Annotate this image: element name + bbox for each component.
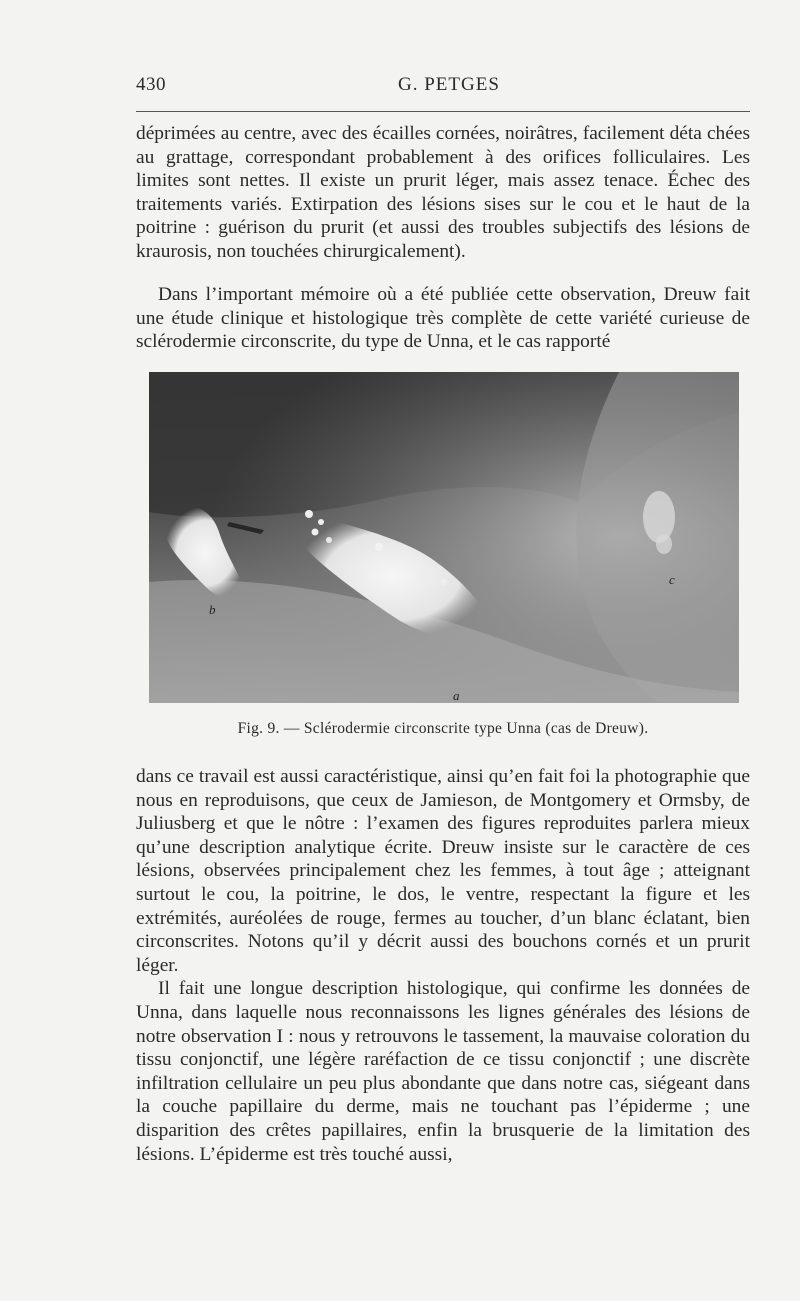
figure-label-b: b	[209, 602, 216, 617]
figure-caption: Fig. 9. — Sclérodermie circonscrite type Unna (cas de Dreuw).	[237, 720, 649, 737]
paragraph-dreuw-intro: Dans l’important mémoire où a été publiée cette observation, Dreuw fait une étude clinique et histologique très complète de cette variété curieuse de sclérodermie circonscrite, du type de Unna, et le cas rapporté	[136, 284, 750, 353]
text-block-bottom	[136, 765, 750, 1166]
running-head	[136, 74, 750, 102]
header-rule	[136, 111, 750, 112]
figure-label-c: c	[669, 572, 675, 587]
text-block-top	[136, 122, 750, 264]
paragraph-characteristics: dans ce travail est aussi caractéristique, ainsi qu’en fait foi la photographie que nous en reproduisons, que ceux de Jamieson, de Montgomery et Ormsby, de Juliusberg et que le nôtre : l’examen des figures reproduites parlera mieux qu’une description analytique écrite. Dreuw insiste sur le caractère de ces lésions, observées principalement chez les femmes, à tout âge ; atteignant surtout le cou, la poitrine, le dos, le ventre, respectant la figure et les extrémités, auréolées de rouge, fermes au toucher, d’un blanc éclatant, bien circonscrites. Notons qu’il y décrit aussi des bouchons cornés et un prurit léger.	[136, 766, 750, 976]
paragraph-continuation: déprimées au centre, avec des écailles cornées, noirâtres, facilement déta chées au grattage, correspondant probablement à des orifices folliculaires. Les limites sont nettes. Il existe un prurit léger, mais assez tenace. Échec des traitements variés. Extirpation des lésions sises sur le cou et le haut de la poitrine : guérison du prurit (et aussi des troubles subjectifs des lésions de kraurosis, non touchées chirurgicalement).	[136, 123, 750, 262]
figure-label-a: a	[453, 688, 460, 703]
running-title: G. PETGES	[398, 74, 500, 95]
photograph-illustration	[149, 372, 739, 703]
paragraph-histology: Il fait une longue description histologique, qui confirme les données de Unna, dans laquelle nous reconnaissons les lignes générales des lésions de notre observation I : nous y retrouvons le tassement, la mauvaise coloration du tissu conjonctif, une légère raréfaction de ce tissu conjonctif ; une discrète infiltration cellulaire un peu plus abondante que dans notre cas, siégeant dans la couche papillaire du derme, mais ne touchant pas l’épiderme ; une disparition des crêtes papillaires, enfin la brusquerie de la limitation des lésions. L’épiderme est très touché aussi,	[136, 978, 750, 1165]
figure-photograph	[149, 372, 739, 703]
text-block-intro	[136, 283, 750, 354]
page-number: 430	[136, 74, 166, 95]
